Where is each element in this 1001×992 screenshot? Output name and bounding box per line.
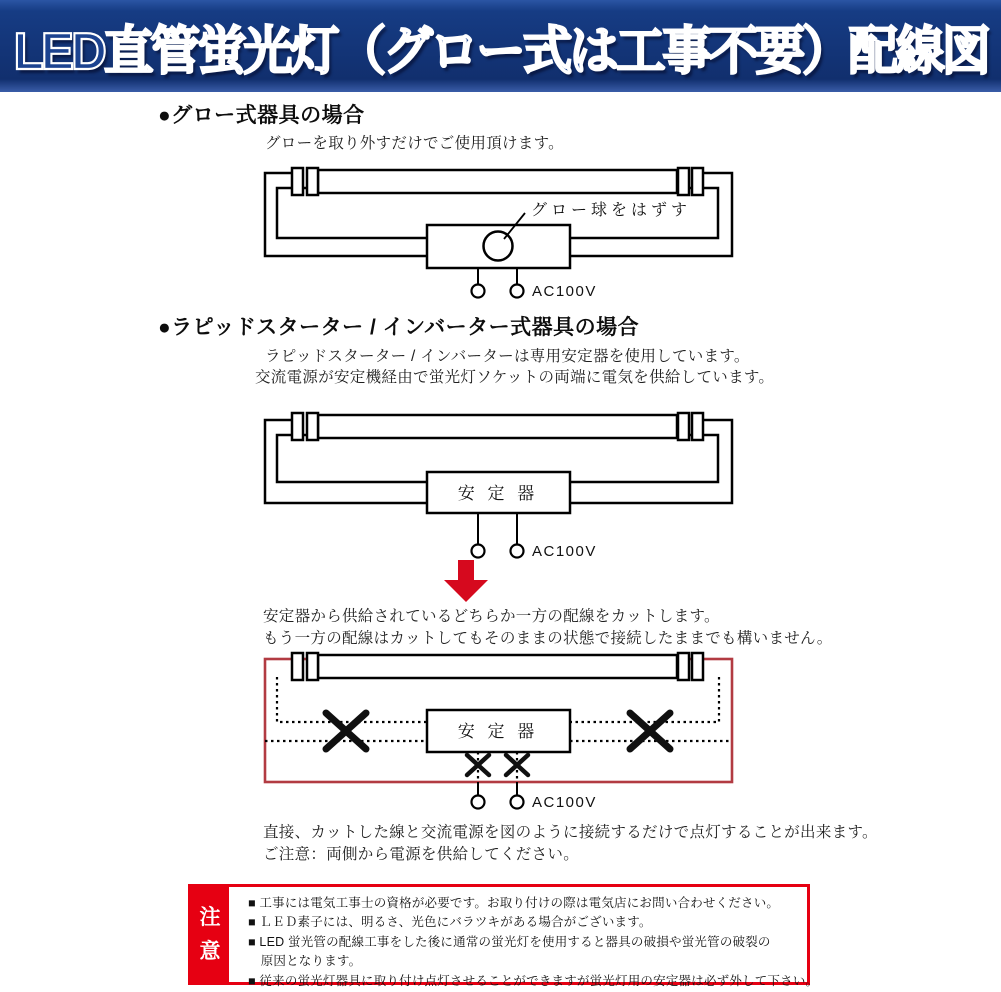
- tube-pin: [692, 413, 703, 440]
- power-terminal: [511, 285, 524, 298]
- banner: [0, 0, 1001, 92]
- cut-mark-left: [326, 713, 366, 749]
- cut-instruction-2: もう一方の配線はカットしてもそのままの状態で接続したままでも構いません。: [263, 630, 833, 647]
- arrow-down-icon: [443, 560, 489, 602]
- ballast-label: 安 定 器: [457, 722, 539, 741]
- rewired-fixture-diagram: [230, 645, 750, 815]
- page-title: LED直管蛍光灯（グロー式は工事不要）配線図: [13, 22, 988, 81]
- cut-instruction-1: 安定器から供給されているどちらか一方の配線をカットします。: [263, 608, 720, 625]
- rapid-section-description-2: 交流電源が安定機経由で蛍光灯ソケットの両端に電気を供給しています。: [255, 369, 775, 386]
- caution-label: [191, 887, 229, 982]
- result-note-2: ご注意：両側から電源を供給してください。: [263, 846, 580, 863]
- tube-pin: [292, 653, 303, 680]
- power-label: AC100V: [532, 283, 597, 300]
- fluorescent-tube: [318, 415, 677, 438]
- glow-starter-label: グロー球をはずす: [531, 202, 692, 219]
- glow-section-description: グローを取り外すだけでご使用頂けます。: [265, 135, 564, 152]
- caution-item: ■ 工事には電気工事士の資格が必要です。お取り付けの際は電気店にお問い合わせください。: [248, 896, 780, 910]
- result-note-1: 直接、カットした線と交流電源を図のように接続するだけで点灯することが出来ます。: [263, 824, 878, 841]
- power-terminal: [472, 796, 485, 809]
- tube-pin: [307, 168, 318, 195]
- arrow-head: [444, 580, 488, 602]
- tube-pin: [692, 168, 703, 195]
- power-label: AC100V: [532, 543, 597, 560]
- cut-wire-right-upper: [570, 677, 719, 722]
- tube-pin: [678, 653, 689, 680]
- rapid-section-heading: ●ラピッドスターター / インバーター式器具の場合: [158, 316, 640, 339]
- ballast-fixture-diagram: [230, 400, 750, 565]
- glow-section-heading: ●グロー式器具の場合: [158, 104, 365, 127]
- caution-items: [248, 894, 819, 991]
- inner-wire-right: [567, 435, 718, 482]
- caution-item: 原因となります。: [248, 954, 362, 969]
- tube-pin: [307, 413, 318, 440]
- ballast-label: 安 定 器: [457, 484, 539, 503]
- tube-pin: [307, 653, 318, 680]
- tube-pin: [678, 413, 689, 440]
- caution-item: ■ ＬＥＤ素子には、明るさ、光色にバラツキがある場合がございます。: [248, 915, 652, 930]
- fluorescent-tube: [318, 170, 677, 193]
- inner-wire-left: [277, 435, 430, 482]
- fluorescent-tube: [318, 655, 677, 678]
- cut-wire-left-upper: [277, 677, 427, 722]
- tube-pin: [292, 413, 303, 440]
- power-terminal: [472, 285, 485, 298]
- cut-mark-right: [630, 713, 670, 749]
- power-terminal: [472, 545, 485, 558]
- tube-pin: [692, 653, 703, 680]
- glow-fixture-diagram: [230, 155, 750, 305]
- power-terminal: [511, 545, 524, 558]
- caution-label-top: 注: [199, 906, 221, 929]
- power-terminal: [511, 796, 524, 809]
- tube-pin: [678, 168, 689, 195]
- caution-item: ■ LED 蛍光管の配線工事をした後に通常の蛍光灯を使用すると器具の破損や蛍光管の破裂の: [248, 934, 771, 949]
- arrow-shaft: [458, 560, 474, 581]
- glow-starter-bulb: [484, 232, 513, 261]
- rapid-section-description-1: ラピッドスターター / インバーターは専用安定器を使用しています。: [265, 348, 750, 365]
- caution-label-bottom: 意: [199, 940, 221, 963]
- power-label: AC100V: [532, 794, 597, 811]
- caution-box: [188, 884, 819, 988]
- caution-item: ■ 従来の蛍光灯器具に取り付け点灯させることができますが蛍光灯用の安定器は必ず外して下さい。: [248, 973, 819, 988]
- tube-pin: [292, 168, 303, 195]
